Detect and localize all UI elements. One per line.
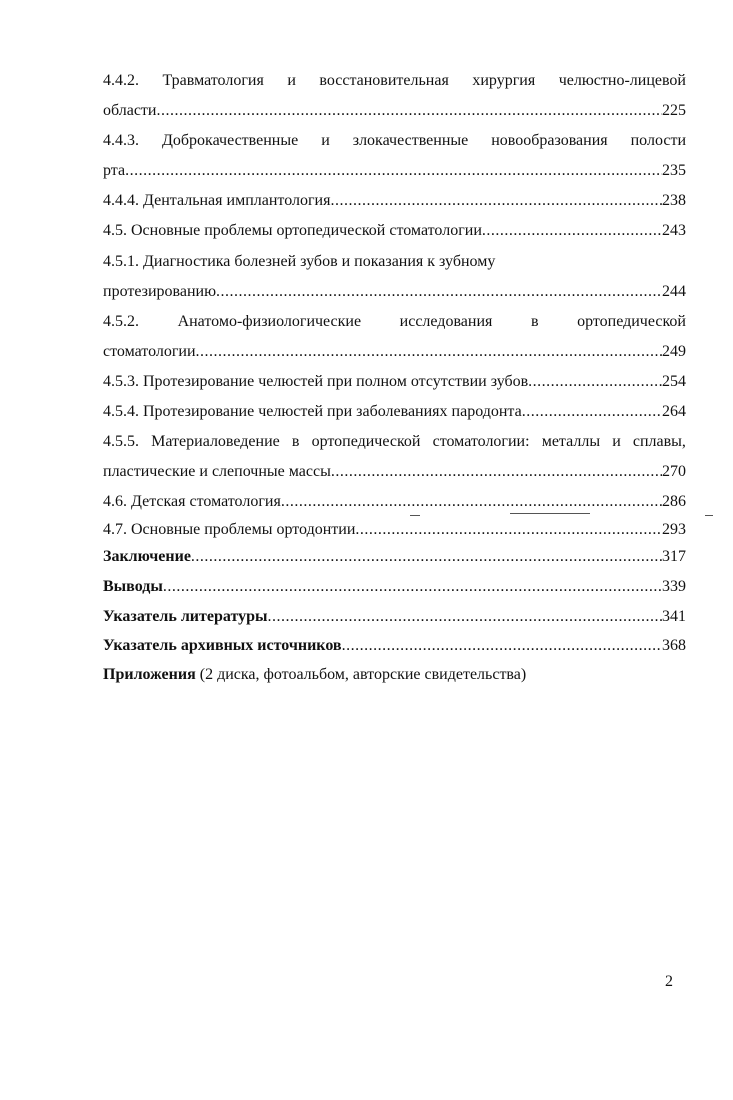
toc-word: злокачественные (352, 132, 469, 149)
toc-page-number: 286 (662, 493, 686, 510)
dot-leader (342, 636, 662, 656)
toc-page-number: 249 (662, 343, 686, 360)
toc-word: и (612, 433, 621, 450)
toc-entry-4-5-5-line1 (103, 432, 686, 452)
toc-entry-4-4-2-line1 (103, 71, 686, 91)
toc-page-number: 225 (662, 102, 686, 119)
scan-artifact (510, 513, 590, 514)
toc-entry-archives (103, 636, 686, 656)
dot-leader (355, 520, 662, 540)
toc-word: ортопедической (577, 313, 686, 330)
toc-entry-text: 4.5. Основные проблемы ортопедической стоматологии (103, 222, 482, 239)
dot-leader (268, 607, 663, 627)
toc-entry-text: рта (103, 162, 126, 179)
toc-page-number: 235 (662, 162, 686, 179)
toc-page-number: 317 (662, 548, 686, 565)
dot-leader (216, 282, 662, 302)
toc-word: и (321, 132, 330, 149)
toc-entry-findings (103, 577, 686, 597)
toc-entry-text: 4.4.4. Дентальная имплантология (103, 192, 331, 209)
toc-entry-note: (2 диска, фотоальбом, авторские свидетельства) (195, 666, 527, 683)
dot-leader (331, 462, 662, 482)
toc-entry-text: пластические и слепочные массы (103, 463, 331, 480)
toc-word: сплавы, (632, 433, 686, 450)
toc-page-number: 341 (662, 608, 686, 625)
toc-word: полости (630, 132, 686, 149)
dot-leader (125, 161, 662, 181)
toc-entry-4-4-3-line1 (103, 131, 686, 151)
toc-word: исследования (399, 313, 493, 330)
toc-page-number: 238 (662, 192, 686, 209)
toc-page-number: 264 (662, 403, 686, 420)
toc-word: металлы (541, 433, 601, 450)
toc-entry-literature (103, 607, 686, 627)
toc-entry-text: 4.5.1. Диагностика болезней зубов и показания к зубному (103, 253, 496, 270)
toc-word: Травматология (162, 72, 264, 89)
dot-leader (522, 402, 662, 422)
toc-entry-text: Приложения (103, 666, 196, 683)
toc-word: ортопедической (311, 433, 421, 450)
toc-word: 4.4.2. (103, 72, 139, 89)
dot-leader (281, 492, 662, 512)
toc-word: челюстно-лицевой (558, 72, 686, 89)
toc-entry-text: 4.5.3. Протезирование челюстей при полном отсутствии зубов (103, 373, 529, 390)
toc-word: в (530, 313, 539, 330)
toc-entry-4-4-4 (103, 191, 686, 211)
toc-page-number: 339 (662, 578, 686, 595)
toc-entry-4-5-4 (103, 402, 686, 422)
toc-page-number: 254 (662, 373, 686, 390)
toc-page-number: 244 (662, 283, 686, 300)
dot-leader (156, 101, 662, 121)
toc-entry-text: 4.7. Основные проблемы ортодонтии (103, 521, 356, 538)
toc-word: восстановительная (319, 72, 449, 89)
toc-word: Материаловедение (151, 433, 280, 450)
toc-entry-text: Выводы (103, 578, 163, 595)
toc-entry-text: Заключение (103, 548, 191, 565)
page-number: 2 (665, 973, 673, 990)
toc-page-number: 243 (662, 222, 686, 239)
toc-entry-4-6 (103, 492, 686, 512)
toc-entry-4-4-3-line2 (103, 161, 686, 181)
toc-entry-4-5-1-line1 (103, 252, 686, 272)
toc-entry-text: Указатель литературы (103, 608, 268, 625)
toc-entry-4-5 (103, 221, 686, 241)
toc-entry-4-4-2-line2 (103, 101, 686, 121)
toc-word: 4.4.3. (103, 132, 139, 149)
toc-page-number: 368 (662, 637, 686, 654)
toc-entry-4-5-1-line2 (103, 282, 686, 302)
dot-leader (528, 372, 662, 392)
toc-entry-text: области (103, 102, 157, 119)
toc-entry-text: Указатель архивных источников (103, 637, 342, 654)
dot-leader (163, 577, 662, 597)
toc-entry-4-5-2-line1 (103, 312, 686, 332)
toc-entry-text: протезированию (103, 283, 217, 300)
toc-word: в (291, 433, 300, 450)
scan-artifact (705, 515, 713, 516)
toc-entry-4-5-3 (103, 372, 686, 392)
toc-word: новообразования (491, 132, 608, 149)
toc-word: хирургия (472, 72, 536, 89)
dot-leader (482, 221, 662, 241)
toc-entry-text: стоматологии (103, 343, 196, 360)
toc-page-number: 293 (662, 521, 686, 538)
dot-leader (196, 342, 662, 362)
toc-entry-appendices (103, 665, 686, 685)
toc-entry-conclusion (103, 547, 686, 567)
toc-entry-4-5-5-line2 (103, 462, 686, 482)
toc-word: 4.5.2. (103, 313, 139, 330)
scan-artifact (410, 515, 420, 516)
toc-entry-4-5-2-line2 (103, 342, 686, 362)
toc-word: стоматологии: (432, 433, 530, 450)
toc-entry-text: 4.5.4. Протезирование челюстей при заболеваниях пародонта (103, 403, 522, 420)
toc-word: Анатомо-физиологические (177, 313, 362, 330)
toc-word: и (287, 72, 296, 89)
toc-entry-text: 4.6. Детская стоматология (103, 493, 281, 510)
toc-page-number: 270 (662, 463, 686, 480)
dot-leader (330, 191, 662, 211)
dot-leader (191, 547, 662, 567)
toc-word: 4.5.5. (103, 433, 139, 450)
toc-entry-4-7 (103, 520, 686, 540)
toc-word: Доброкачественные (161, 132, 299, 149)
